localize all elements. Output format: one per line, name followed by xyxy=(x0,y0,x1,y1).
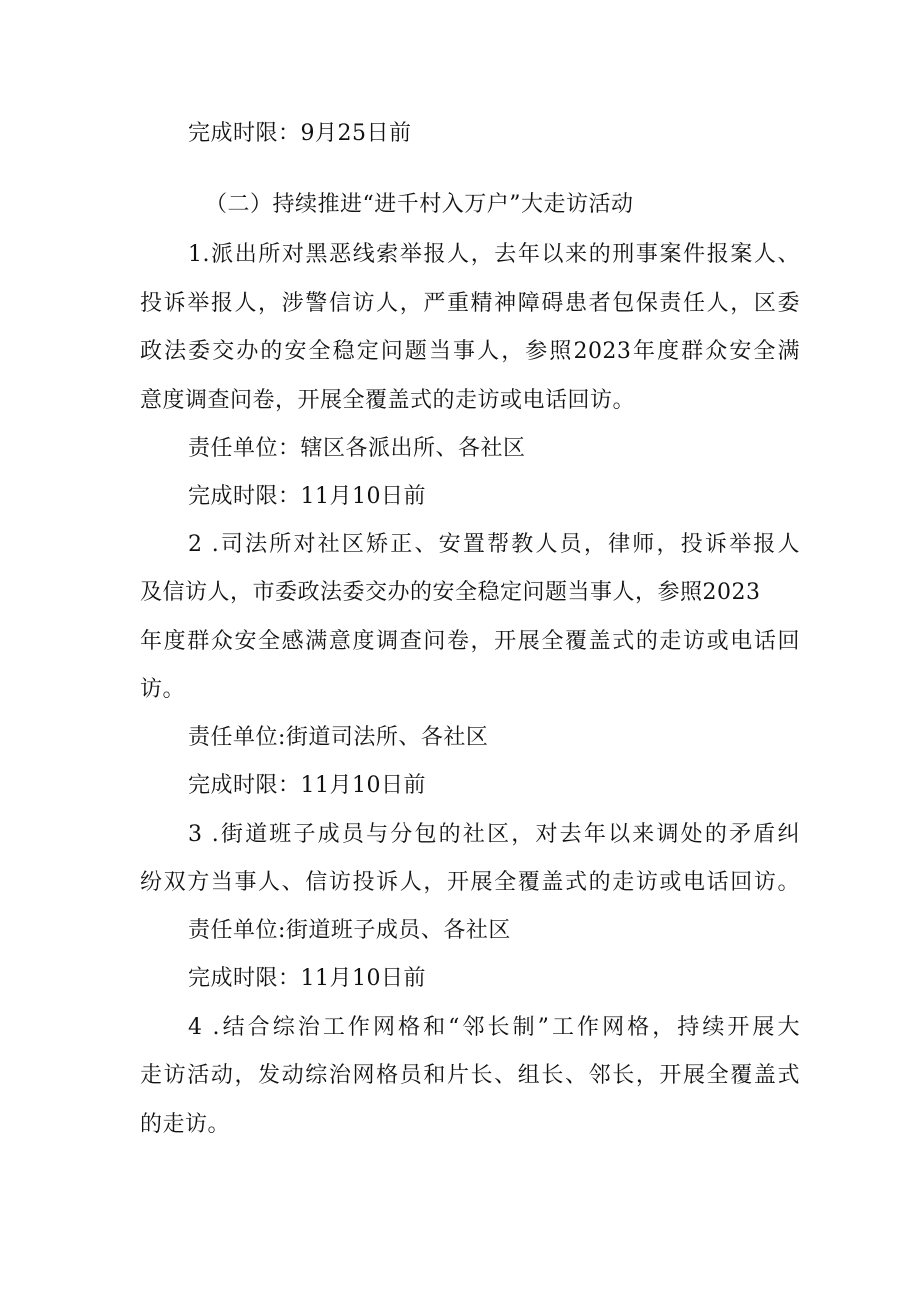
item-4-line-1: 4 .结合综治工作网格和“邻长制”工作网格，持续开展大 xyxy=(188,1015,800,1040)
item-3-deadline: 完成时限：11月10日前 xyxy=(188,966,426,991)
section-heading: （二）持续推进“进千村入万户”大走访活动 xyxy=(205,192,634,217)
item-2-line-1: 2 .司法所对社区矫正、安置帮教人员，律师，投诉举报人 xyxy=(188,532,800,557)
item-3-line-2: 纷双方当事人、信访投诉人，开展全覆盖式的走访或电话回访。 xyxy=(140,870,800,895)
item-2-line-4: 访。 xyxy=(140,677,186,702)
item-3-line-1: 3 .街道班子成员与分包的社区，对去年以来调处的矛盾纠 xyxy=(188,822,800,847)
item-1-line-4: 意度调查问卷，开展全覆盖式的走访或电话回访。 xyxy=(140,388,636,413)
item-2-responsible: 责任单位:街道司法所、各社区 xyxy=(188,725,489,750)
item-1-line-1: 1.派出所对黑恶线索举报人，去年以来的刑事案件报案人、 xyxy=(188,242,800,267)
item-2-line-2: 及信访人，市委政法委交办的安全稳定问题当事人，参照2023 xyxy=(140,580,761,605)
item-4-line-3: 的走访。 xyxy=(140,1112,231,1137)
item-4-line-2: 走访活动，发动综治网格员和片长、组长、邻长，开展全覆盖式 xyxy=(140,1063,800,1088)
item-1-line-3: 政法委交办的安全稳定问题当事人，参照2023年度群众安全满 xyxy=(140,339,800,364)
item-1-line-2: 投诉举报人，涉警信访人，严重精神障碍患者包保责任人，区委 xyxy=(140,291,800,316)
item-3-responsible: 责任单位:街道班子成员、各社区 xyxy=(188,918,511,943)
item-2-deadline: 完成时限：11月10日前 xyxy=(188,773,426,798)
item-1-deadline: 完成时限：11月10日前 xyxy=(188,484,426,509)
item-1-responsible: 责任单位：辖区各派出所、各社区 xyxy=(188,436,526,461)
item-2-line-3: 年度群众安全感满意度调查问卷，开展全覆盖式的走访或电话回 xyxy=(140,629,800,654)
deadline-line: 完成时限：9月25日前 xyxy=(188,121,412,146)
